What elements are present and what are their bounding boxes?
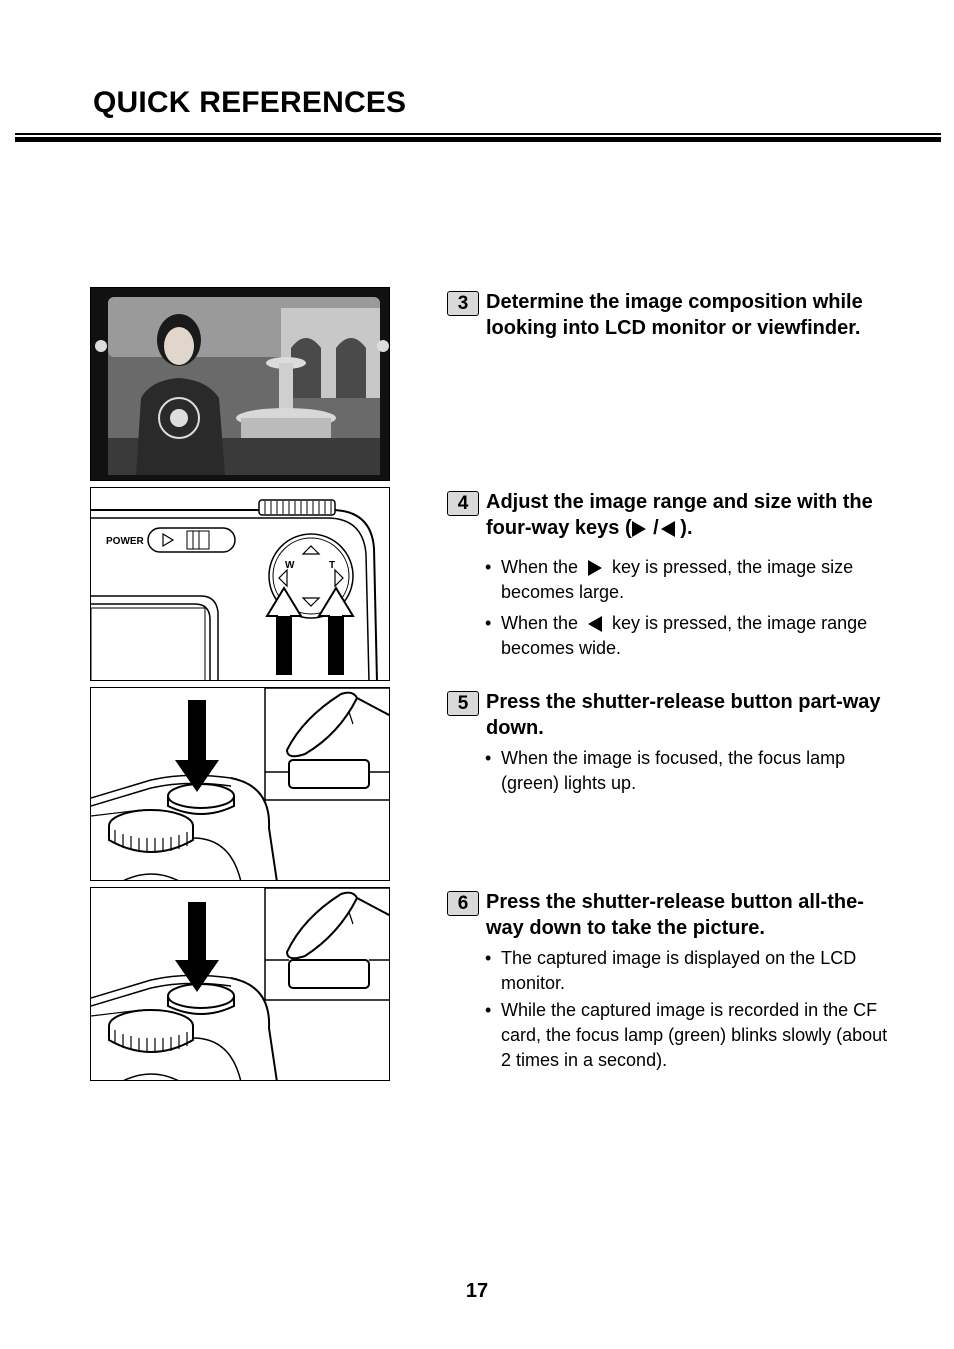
step-heading: Press the shutter-release button part-way down. (486, 691, 881, 739)
step-heading: Press the shutter-release button all-the-way down to take the picture. (486, 891, 864, 939)
bullet-item: • While the captured image is recorded in the CF card, the focus lamp (green) blinks slowly (about 2 times in a second). (485, 1000, 888, 1070)
zoom-t-label: T (329, 560, 336, 571)
right-arrow-key-icon (632, 521, 646, 537)
page-title: QUICK REFERENCES (93, 86, 407, 119)
bullet-item: • When the key is pressed, the image size becomes large. (485, 557, 854, 602)
shutter-partway-figure (90, 687, 390, 881)
step-heading (486, 489, 896, 541)
lcd-photo-illustration (91, 288, 390, 481)
lcd-photo-figure (90, 287, 390, 481)
left-arrow-key-icon (588, 616, 602, 632)
header-rule-thin (15, 133, 941, 135)
step-heading-mid: / (647, 517, 659, 539)
shutter-fullway-illustration (91, 888, 390, 1081)
bullet-item: • When the image is focused, the focus lamp (green) lights up. (485, 748, 846, 793)
bullet-dot: • (485, 748, 492, 768)
step-number-badge: 4 (447, 491, 479, 516)
zoom-w-label: W (285, 560, 295, 571)
camera-back-figure (90, 487, 390, 681)
bullet-item: • The captured image is displayed on the LCD monitor. (485, 948, 857, 993)
power-label: POWER (106, 536, 144, 547)
shutter-fullway-figure (90, 887, 390, 1081)
bullet-dot: • (485, 1000, 492, 1020)
bullet-dot: • (485, 948, 492, 968)
right-arrow-key-icon (588, 560, 602, 576)
bullet-item: • When the key is pressed, the image range becomes wide. (485, 613, 868, 658)
header-rule-thick (15, 137, 941, 142)
page-number: 17 (465, 1280, 489, 1302)
step-number-badge: 6 (447, 891, 479, 916)
left-arrow-key-icon (661, 521, 675, 537)
step-heading-pre: Adjust the image range and size with the four-way keys ( (486, 491, 873, 539)
bullet-dot: • (485, 557, 492, 577)
step-heading: Determine the image composition while looking into LCD monitor or viewfinder. (486, 291, 863, 339)
shutter-partway-illustration (91, 688, 390, 881)
step-number-badge: 5 (447, 691, 479, 716)
bullet-dot: • (485, 613, 492, 633)
step-heading-post: ). (674, 517, 693, 539)
step-number-badge: 3 (447, 291, 479, 316)
camera-back-illustration (91, 488, 390, 681)
